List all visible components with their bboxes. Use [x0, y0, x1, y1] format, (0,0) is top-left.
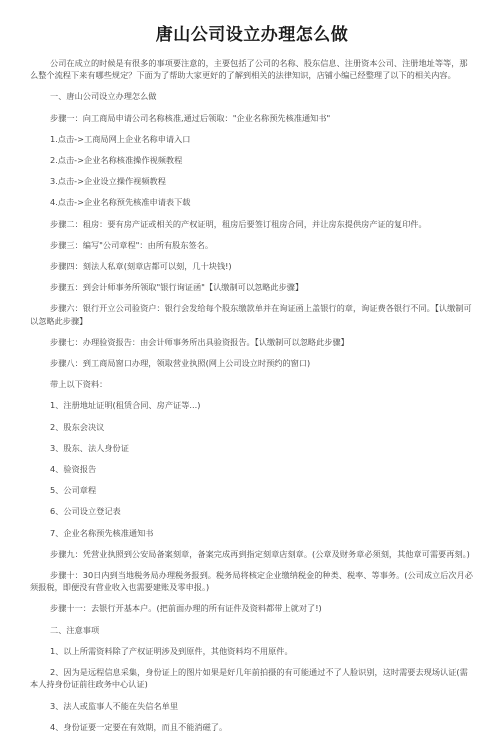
page-title: 唐山公司设立办理怎么做	[155, 25, 349, 45]
list-item: 3.点击->企业设立操作视频教程	[50, 176, 166, 187]
step-paragraph: 步骤十：30日内到当地税务局办理税务报到。税务局将核定企业缴纳税金的种类、税率、等事务。(公司成立后次月必须报税，即便没有营业收入也需要建账及零申报。)	[30, 570, 473, 593]
section-heading-notes: 二、注意事项	[50, 624, 100, 635]
list-item: 1、注册地址证明(租赁合同、房产证等...)	[50, 400, 201, 411]
list-item: 2.点击->企业名称核准操作视频教程	[50, 155, 183, 166]
step-paragraph: 步骤三：编写"公司章程"：由所有股东签名。	[50, 239, 214, 250]
step-paragraph: 步骤一：向工商局申请公司名称核准,通过后领取："企业名称预先核准通知书"	[50, 112, 331, 123]
list-item: 1.点击->工商局网上企业名称申请入口	[50, 133, 191, 144]
list-item: 7、企业名称预先核准通知书	[50, 527, 154, 538]
list-item: 4、验资报告	[50, 464, 97, 475]
step-paragraph: 步骤六：银行开立公司验资户：银行会发给每个股东缴款单并在询证函上盖银行的章，询证费各银行不同。【认缴制可以忽略此步骤】	[30, 303, 472, 326]
list-item: 3、股东、法人身份证	[50, 442, 129, 453]
list-item: 6、公司设立登记表	[50, 506, 121, 517]
list-item: 4.点击->企业名称预先核准申请表下载	[50, 197, 191, 208]
intro-paragraph: 公司在成立的时候是有很多的事项要注意的，主要包括了公司的名称、股东信息、注册资本公司、注册地址等等，那么整个流程下来有哪些规定？下面为了帮助大家更好的了解到相关的法律知识，店铺小编已经整理了以下的相关内容。	[30, 58, 468, 81]
article-body	[30, 57, 474, 733]
list-item: 1、以上所需资料除了产权证明涉及到原件，其他资料均不用原件。	[50, 645, 293, 656]
list-item: 5、公司章程	[50, 485, 97, 496]
list-item: 4、身份证要一定要在有效期，而且不能消磁了。	[50, 721, 228, 732]
section-heading-process: 一、唐山公司设立办理怎么做	[50, 91, 157, 102]
step-paragraph: 步骤五：到会计师事务所领取"银行询证函"【认缴制可以忽略此步骤】	[50, 282, 304, 293]
step-paragraph: 步骤二：租房：要有房产证或相关的产权证明，租房后要签订租房合同，并让房东提供房产证的复印件。	[50, 218, 427, 229]
step-paragraph: 步骤十一：去银行开基本户。(把前面办理的所有证件及资料都带上就对了!)	[50, 603, 322, 614]
step-paragraph: 步骤八：到工商局窗口办理，领取营业执照(网上公司设立时预约的窗口)	[50, 358, 311, 369]
step-paragraph: 步骤九：凭营业执照到公安局备案刻章，备案完成再到指定刻章店刻章。(公章及财务章必须刻，其他章可需要再刻。)	[50, 548, 470, 559]
step-paragraph: 步骤四：刻法人私章(刻章店都可以刻，几十块钱!)	[50, 261, 232, 272]
list-item: 2、股东会决议	[50, 421, 105, 432]
list-item: 2、因为是远程信息采集，身份证上的图片如果是好几年前拍摄的有可能通过不了人脸识别，这时需要去现场认证(需本人持身份证前往政务中心认证)	[30, 667, 468, 690]
list-item: 3、法人或监事人不能在失信名单里	[50, 700, 179, 711]
step-paragraph: 步骤七：办理验资报告：由会计师事务所出具验资报告。【认缴制可以忽略此步骤】	[50, 336, 349, 347]
materials-heading: 带上以下资料：	[50, 379, 108, 390]
